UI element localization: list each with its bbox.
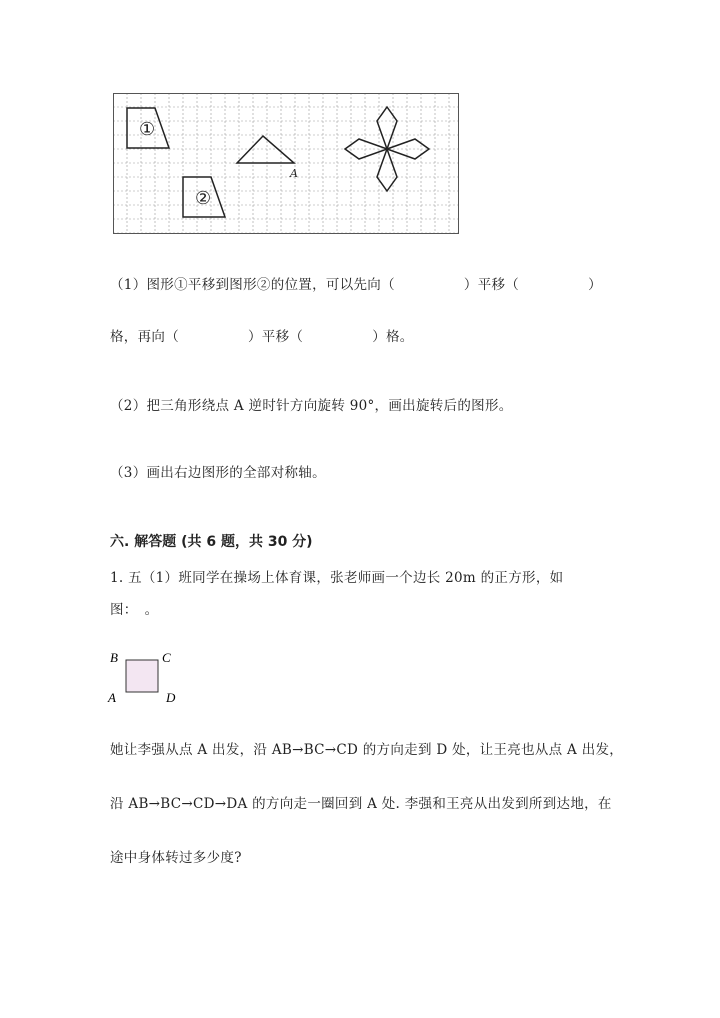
problem-1-line-4: 沿 AB→BC→CD→DA 的方向走一圈回到 A 处. 李强和王亮从出发到所到达地，在 [110,796,612,812]
flower-petal-top [377,107,397,149]
triangle [237,136,294,163]
square-figure [104,646,194,708]
problem-1-line-3: 她让李强从点 A 出发，沿 AB→BC→CD 的方向走到 D 处，让王亮也从点 A 出发， [110,742,624,758]
flower-petal-bottom [377,149,397,191]
problem-1-line-5: 途中身体转过多少度? [110,850,242,866]
shape-2-label: ② [195,188,212,209]
square [126,660,158,692]
vertex-label-b: B [110,650,118,665]
question-3: （3）画出右边图形的全部对称轴。 [110,465,326,481]
vertex-label-d: D [166,690,176,705]
point-a-label: A [290,167,298,180]
problem-1-line-2: 图： 。 [110,602,159,618]
question-2: （2）把三角形绕点 A 逆时针方向旋转 90°，画出旋转后的图形。 [110,398,513,414]
problem-1-line-1: 1. 五（1）班同学在操场上体育课，张老师画一个边长 20m 的正方形，如 [110,570,564,586]
grid-figure [113,93,459,234]
vertex-label-c: C [162,650,171,665]
shape-1-label: ① [139,119,156,140]
question-1-line-2: 格，再向（ ）平移（ ）格。 [110,329,414,345]
vertex-label-a: A [108,690,116,705]
question-1-line-1: （1）图形①平移到图形②的位置，可以先向（ ）平移（ ） [110,277,602,293]
section-title: 六. 解答题 (共 6 题，共 30 分) [110,534,313,550]
